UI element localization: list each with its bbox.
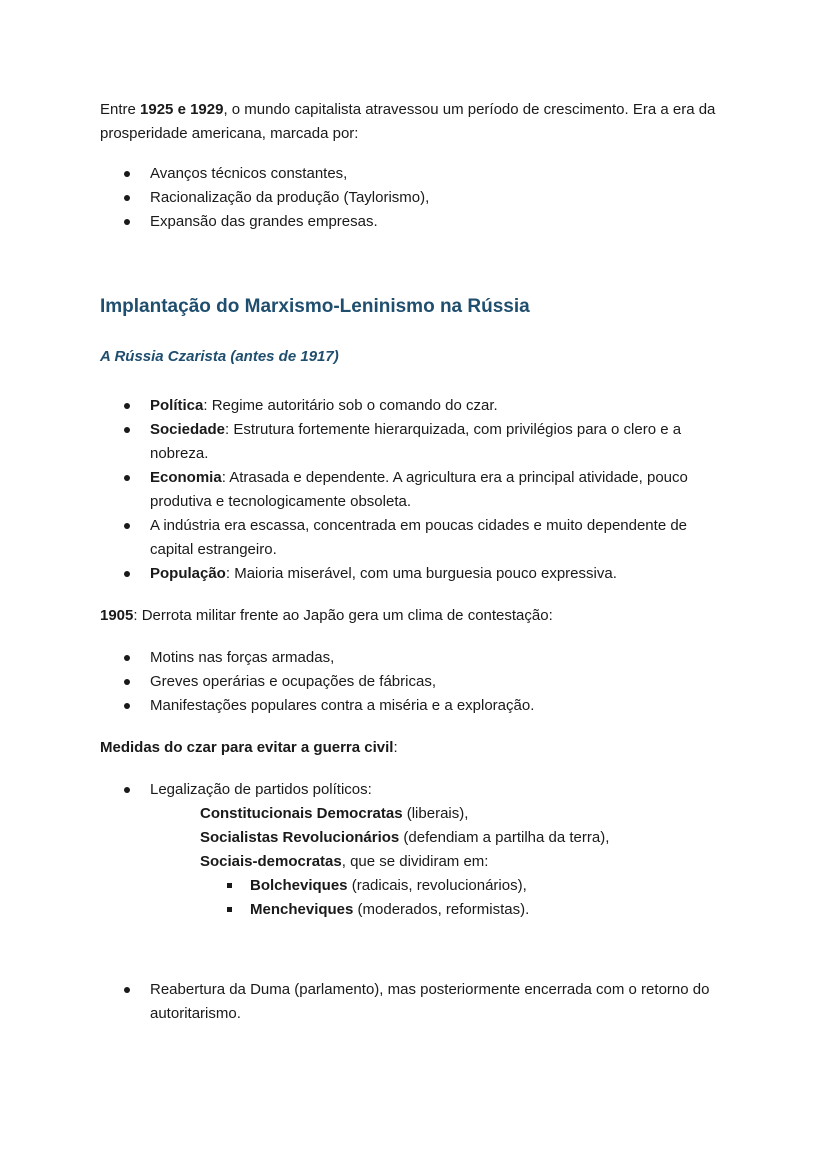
intro-text-start: Entre bbox=[100, 101, 141, 118]
party-name: Constitucionais Democratas bbox=[200, 805, 403, 822]
party-desc: , que se dividiram em: bbox=[341, 853, 489, 870]
faction-name: Mencheviques bbox=[250, 901, 354, 918]
list-item bbox=[100, 394, 730, 418]
measures-block bbox=[100, 778, 728, 922]
faction-name: Bolcheviques bbox=[250, 877, 348, 894]
list-item: Manifestações populares contra a miséria e a exploração. bbox=[100, 694, 728, 718]
year-1905: 1905 bbox=[100, 607, 134, 624]
duma-block bbox=[100, 978, 730, 1026]
party-name: Socialistas Revolucionários bbox=[200, 829, 400, 846]
list-item: Greves operárias e ocupações de fábricas, bbox=[100, 670, 728, 694]
paragraph-1905-text: : Derrota militar frente ao Japão gera um clima de contestação: bbox=[133, 607, 553, 624]
item-text: : Atrasada e dependente. A agricultura era a principal atividade, pouco produtiva e tecnologicamente obsoleta. bbox=[150, 469, 688, 510]
list-item bbox=[100, 418, 730, 466]
section-title: Implantação do Marxismo-Leninismo na Rússia bbox=[100, 296, 530, 317]
measures-title: Medidas do czar para evitar a guerra civil bbox=[100, 739, 394, 756]
item-label: Política bbox=[150, 397, 204, 414]
item-text: : Regime autoritário sob o comando do czar. bbox=[203, 397, 498, 414]
list-item: Expansão das grandes empresas. bbox=[100, 210, 728, 234]
faction-desc: (radicais, revolucionários), bbox=[347, 877, 527, 894]
item-text: A indústria era escassa, concentrada em poucas cidades e muito dependente de capital estrangeiro. bbox=[150, 517, 688, 558]
paragraph-1905 bbox=[100, 604, 730, 628]
party-line bbox=[100, 826, 728, 850]
party-line bbox=[100, 802, 728, 826]
intro-text-end: , o mundo capitalista atravessou um período de crescimento. Era a era da prosperidade americana, marcada por: bbox=[100, 101, 716, 142]
intro-years: 1925 e 1929 bbox=[140, 101, 224, 118]
list-item: Reabertura da Duma (parlamento), mas posteriormente encerrada com o retorno do autoritarismo. bbox=[100, 978, 730, 1026]
list-item: Racionalização da produção (Taylorismo), bbox=[100, 186, 728, 210]
faction-item bbox=[100, 898, 728, 922]
item-label: Sociedade bbox=[150, 421, 226, 438]
item-text: : Estrutura fortemente hierarquizada, com privilégios para o clero e a nobreza. bbox=[150, 421, 682, 462]
list-item: Avanços técnicos constantes, bbox=[100, 162, 728, 186]
intro-list bbox=[100, 162, 728, 234]
party-line bbox=[100, 850, 728, 874]
list-item: Motins nas forças armadas, bbox=[100, 646, 728, 670]
list-item bbox=[100, 514, 730, 562]
measures-colon: : bbox=[393, 739, 398, 756]
list-item: Legalização de partidos políticos: bbox=[100, 778, 728, 802]
intro-paragraph bbox=[100, 98, 730, 146]
measures-heading bbox=[100, 736, 728, 760]
faction-item bbox=[100, 874, 728, 898]
subsection-title: A Rússia Czarista (antes de 1917) bbox=[100, 348, 339, 365]
party-desc: (defendiam a partilha da terra), bbox=[399, 829, 610, 846]
faction-desc: (moderados, reformistas). bbox=[353, 901, 530, 918]
party-desc: (liberais), bbox=[402, 805, 469, 822]
item-text: : Maioria miserável, com uma burguesia pouco expressiva. bbox=[225, 565, 617, 582]
list-item bbox=[100, 466, 730, 514]
list-item bbox=[100, 562, 730, 586]
item-label: Economia bbox=[150, 469, 222, 486]
czarist-list bbox=[100, 394, 730, 586]
list-1905 bbox=[100, 646, 728, 718]
party-name: Sociais-democratas bbox=[200, 853, 342, 870]
item-label: População bbox=[150, 565, 226, 582]
